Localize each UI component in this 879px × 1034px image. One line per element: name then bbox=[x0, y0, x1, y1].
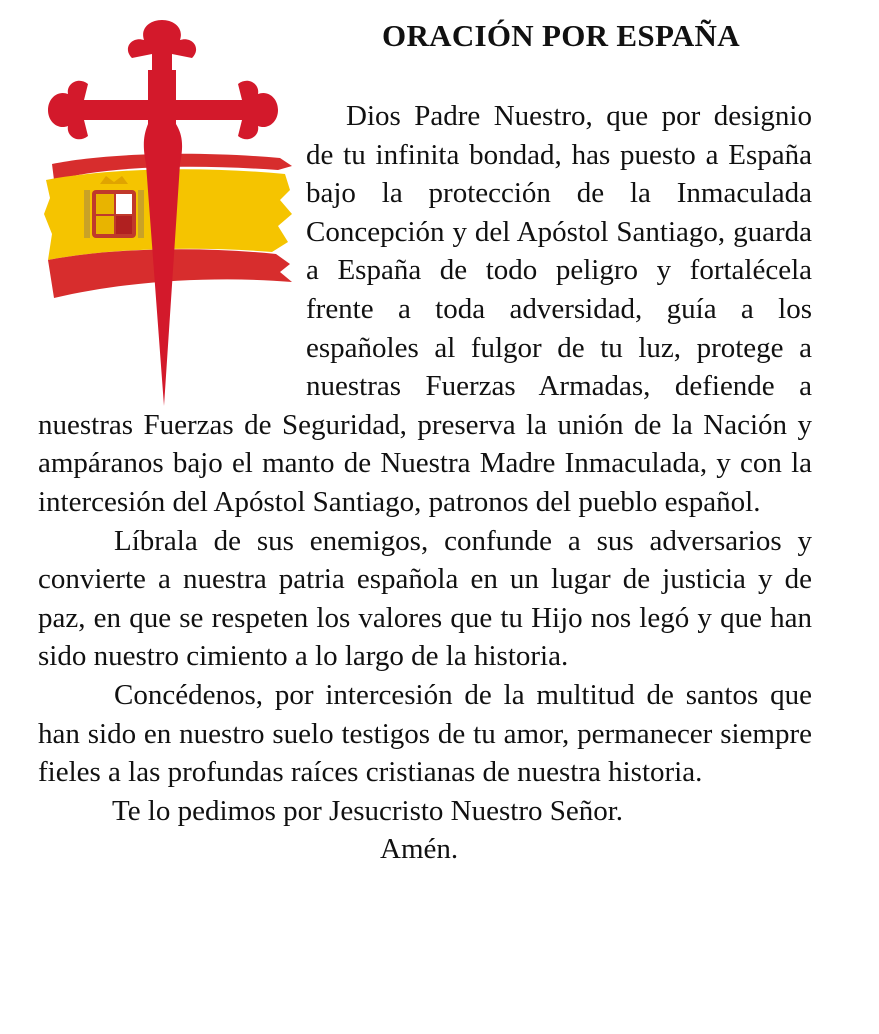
page-title: ORACIÓN POR ESPAÑA bbox=[382, 18, 740, 53]
prayer-amen: Amén. bbox=[380, 833, 459, 866]
prayer-paragraph-3: Concédenos, por intercesión de la multitud de santos que han sido en nuestro suelo testigos de tu amor, permanecer siempre fieles a las profundas raíces cristianas de nuestra historia. bbox=[38, 678, 812, 789]
prayer-paragraph-2: Líbrala de sus enemigos, confunde a sus adversarios y convierte a nuestra patria española en un lugar de justicia y de paz, en que se respeten los valores que tu Hijo nos legó y que han sido nuestro cimiento a lo largo de la historia. bbox=[38, 524, 812, 673]
prayer-closing: Te lo pedimos por Jesucristo Nuestro Señor. bbox=[112, 794, 624, 827]
prayer-text bbox=[38, 97, 812, 869]
prayer-paragraph-1: Dios Padre Nuestro, que por designio de tu infinita bondad, has puesto a España bajo la protección de la Inmaculada Concepción y del Apóstol Santiago, guarda a España de todo peligro y fortalécela frente a toda adversidad, guía a los españoles al fulgor de tu luz, protege a nuestras Fuerzas Armadas, defiende a nuestras Fuerzas de Seguridad, preserva la unión de la Nación y ampáranos bajo el manto de Nuestra Madre Inmaculada, y con la intercesión del Apóstol Santiago, patronos del pueblo español. bbox=[38, 100, 812, 518]
emblem-space bbox=[38, 97, 306, 387]
